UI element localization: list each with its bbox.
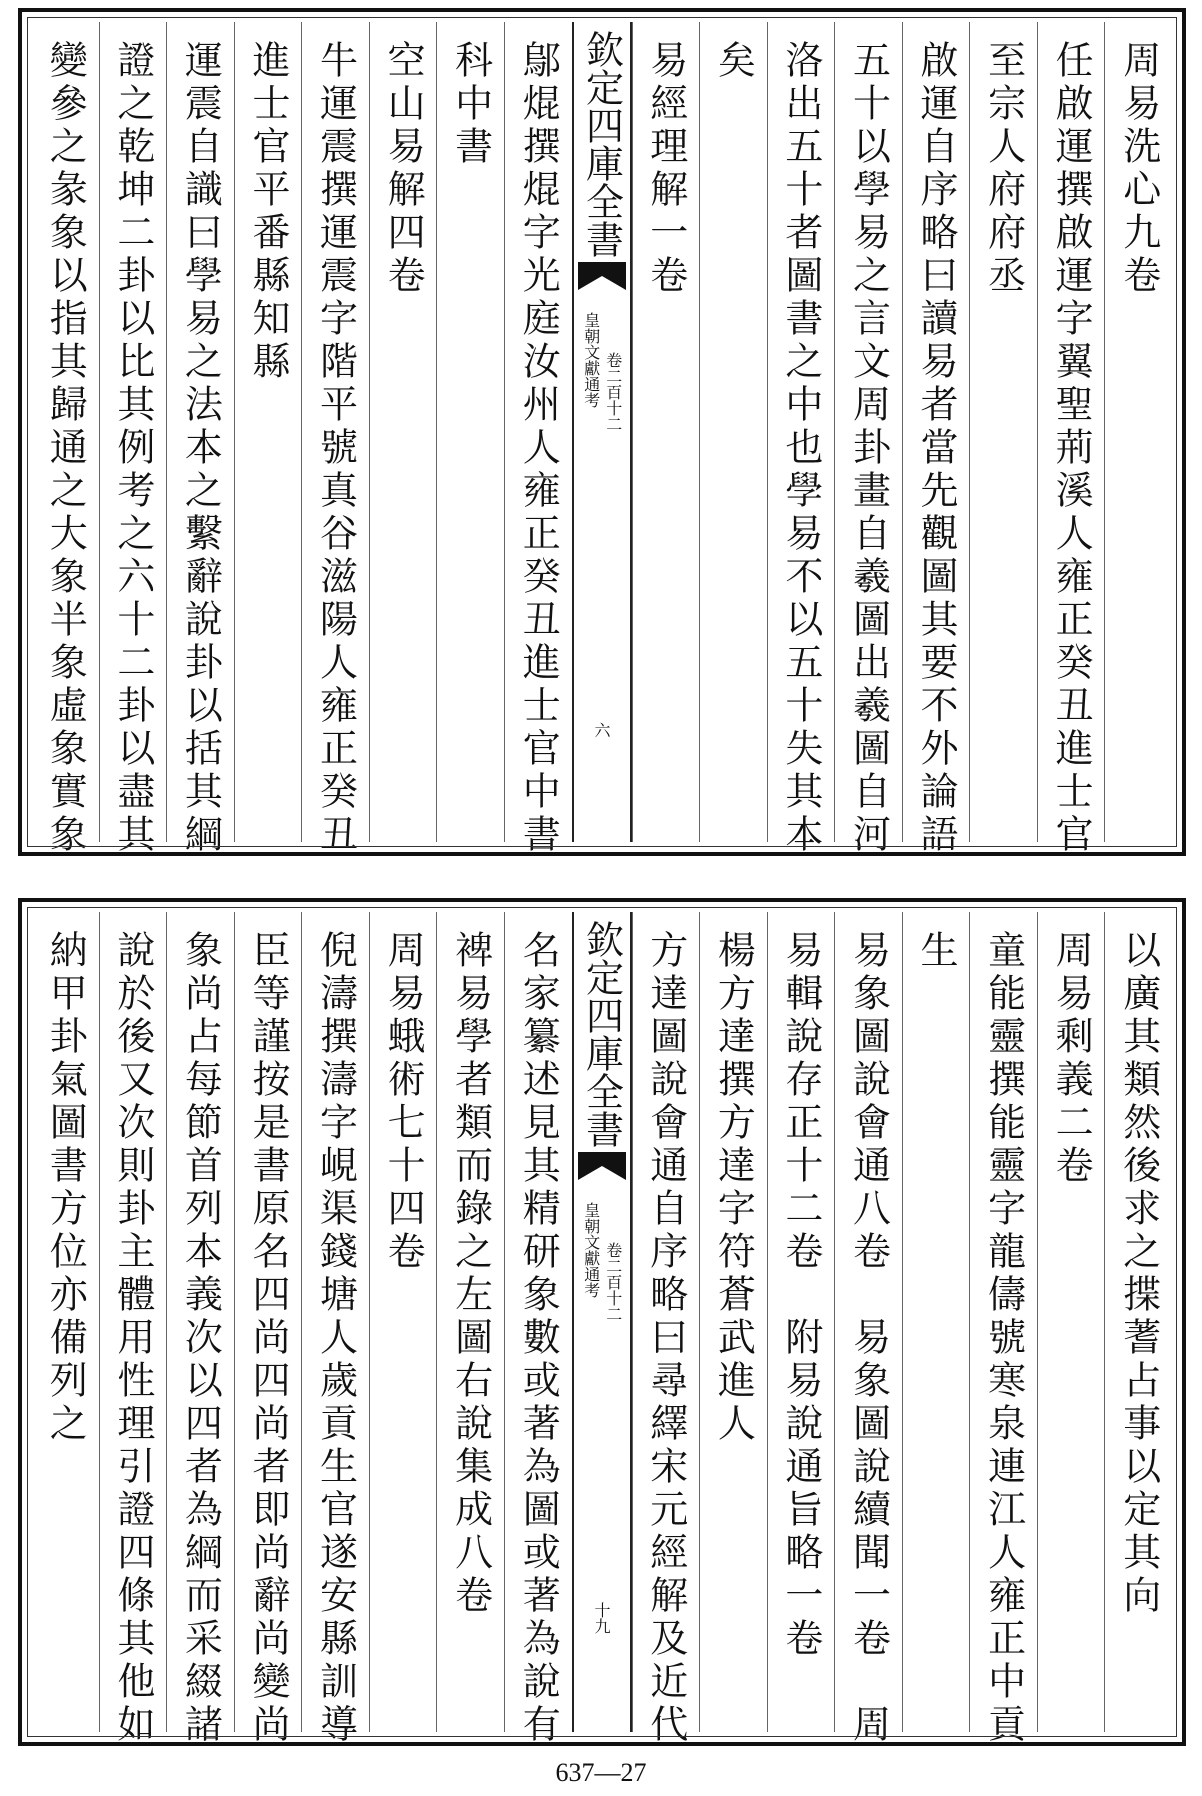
text-column xyxy=(234,22,302,842)
page-number: 六 xyxy=(592,722,611,738)
text-column xyxy=(99,912,167,1747)
column-text: 納甲卦氣圖書方位亦備列之 xyxy=(43,930,88,1446)
column-text: 進士官平番縣知縣 xyxy=(245,40,290,384)
text-column xyxy=(301,22,369,857)
text-column xyxy=(234,912,302,1747)
column-text: 象尚占每節首列本義次以四者為綱而采綴諸 xyxy=(178,930,223,1747)
column-text: 易經理解一卷 xyxy=(643,40,688,298)
column-text: 易輯說存正十二卷 附易說通旨略一卷 xyxy=(778,930,823,1661)
column-text: 生 xyxy=(914,930,959,973)
column-text: 矣 xyxy=(711,40,756,83)
column-text: 鄔焜撰焜字光庭汝州人雍正癸丑進士官中書 xyxy=(516,40,561,857)
text-column xyxy=(767,22,835,857)
column-text: 說於後又次則卦主體用性理引證四條其他如 xyxy=(110,930,155,1747)
column-text: 至宗人府府丞 xyxy=(981,40,1026,298)
top-columns xyxy=(32,22,1172,857)
column-text: 科中書 xyxy=(448,40,493,169)
column-text: 變參之彖象以指其歸通之大象半象虛象實象 xyxy=(43,40,88,857)
text-column xyxy=(834,22,902,857)
text-column xyxy=(32,22,99,857)
book-title: 欽定四庫全書 xyxy=(579,920,624,1148)
page-number: 十九 xyxy=(592,1602,611,1634)
bottom-page xyxy=(18,898,1186,1746)
column-text: 倪濤撰濤字峴渠錢塘人歲貢生官遂安縣訓導 xyxy=(313,930,358,1747)
text-column xyxy=(902,912,970,1732)
volume-label: 卷二百十二 xyxy=(603,352,623,432)
book-title: 欽定四庫全書 xyxy=(579,30,624,258)
text-column xyxy=(902,22,970,857)
center-fold xyxy=(572,22,632,842)
column-text: 童能靈撰能靈字龍儔號寒泉連江人雍正中貢 xyxy=(981,930,1026,1747)
fish-tail-icon xyxy=(578,1152,626,1180)
top-page xyxy=(18,8,1186,856)
volume-label: 卷二百十二 xyxy=(603,1242,623,1322)
text-column xyxy=(504,22,572,857)
text-column xyxy=(436,912,504,1732)
text-column xyxy=(834,912,902,1747)
column-text: 名家纂述見其精研象數或著為圖或著為說有 xyxy=(516,930,561,1747)
text-column xyxy=(1037,912,1105,1732)
text-column xyxy=(632,912,700,1747)
text-column xyxy=(436,22,504,842)
text-column xyxy=(969,22,1037,842)
column-text: 易象圖說會通八卷 易象圖說續聞一卷 周 xyxy=(846,930,891,1747)
text-column xyxy=(99,22,167,857)
column-text: 方達圖說會通自序略曰尋繹宋元經解及近代 xyxy=(643,930,688,1747)
center-fold xyxy=(572,912,632,1732)
bottom-columns xyxy=(32,912,1172,1747)
text-column xyxy=(1104,22,1172,842)
text-column xyxy=(1104,912,1172,1732)
column-text: 以廣其類然後求之揲蓍占事以定其向 xyxy=(1116,930,1161,1618)
fish-tail-icon xyxy=(578,262,626,290)
column-text: 周易洗心九卷 xyxy=(1116,40,1161,298)
text-column xyxy=(767,912,835,1732)
column-text: 周易剩義二卷 xyxy=(1049,930,1094,1188)
text-column xyxy=(369,22,437,842)
column-text: 啟運自序略曰讀易者當先觀圖其要不外論語 xyxy=(914,40,959,857)
page-footer-number: 637—27 xyxy=(555,1758,647,1787)
column-text: 洛出五十者圖書之中也學易不以五十失其本 xyxy=(778,40,823,857)
text-column xyxy=(969,912,1037,1747)
text-column xyxy=(699,912,767,1732)
column-text: 五十以學易之言文周卦畫自羲圖出羲圖自河 xyxy=(846,40,891,857)
source-title: 皇朝文獻通考 xyxy=(581,1202,601,1298)
text-column xyxy=(1037,22,1105,857)
column-text: 任啟運撰啟運字翼聖荊溪人雍正癸丑進士官 xyxy=(1049,40,1094,857)
text-column xyxy=(369,912,437,1732)
text-column xyxy=(301,912,369,1747)
source-title: 皇朝文獻通考 xyxy=(581,312,601,408)
text-column xyxy=(632,22,700,842)
text-column xyxy=(166,912,234,1747)
text-column xyxy=(166,22,234,857)
column-text: 裨易學者類而錄之左圖右說集成八卷 xyxy=(448,930,493,1618)
column-text: 運震自識曰學易之法本之繫辭說卦以括其綱 xyxy=(178,40,223,857)
column-text: 空山易解四卷 xyxy=(381,40,426,298)
text-column xyxy=(32,912,99,1732)
column-text: 臣等謹按是書原名四尚四尚者即尚辭尚變尚 xyxy=(245,930,290,1747)
text-column xyxy=(699,22,767,842)
text-column xyxy=(504,912,572,1747)
column-text: 楊方達撰方達字符蒼武進人 xyxy=(711,930,756,1446)
column-text: 周易蛾術七十四卷 xyxy=(381,930,426,1274)
column-text: 牛運震撰運震字階平號真谷滋陽人雍正癸丑 xyxy=(313,40,358,857)
column-text: 證之乾坤二卦以比其例考之六十二卦以盡其 xyxy=(110,40,155,857)
